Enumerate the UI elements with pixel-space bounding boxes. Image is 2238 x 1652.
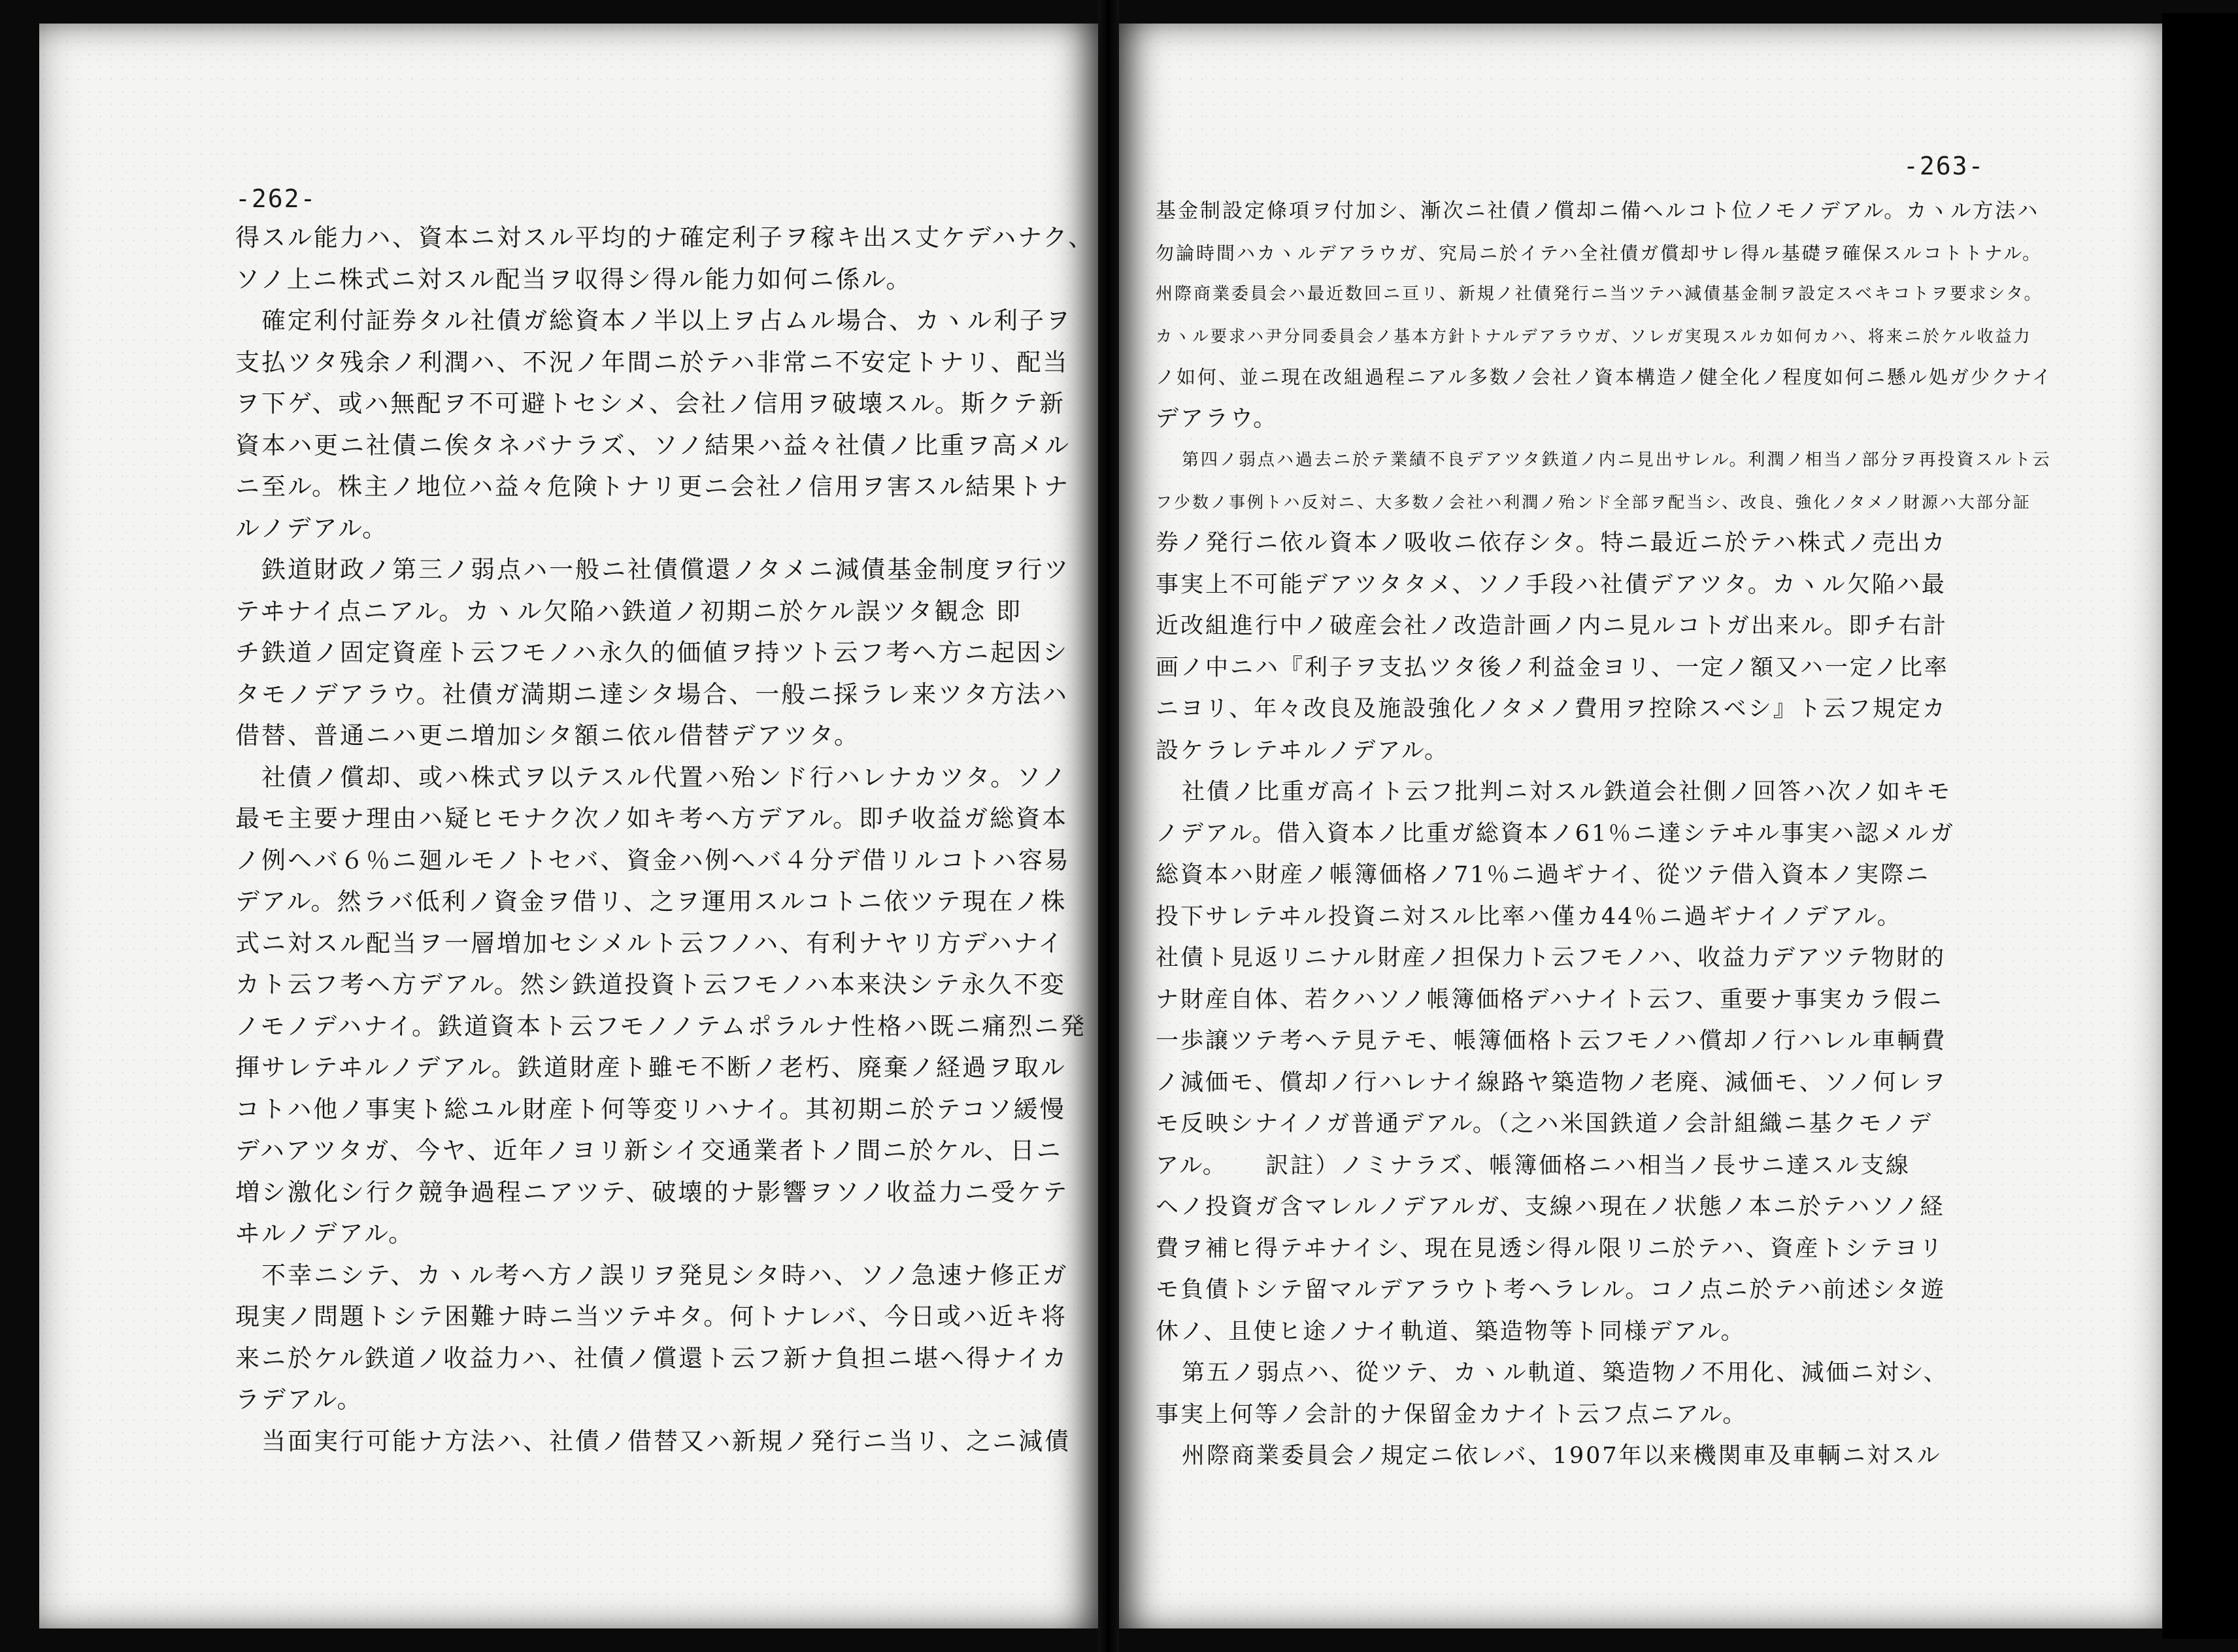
text-line: ニヨリ、年々改良及施設強化ノタメノ費用ヲ控除スベシ』ト云フ規定カ	[1156, 696, 1947, 722]
text-line: 確定利付証券タル社債ガ総資本ノ半以上ヲ占ムル場合、カヽル利子ヲ	[261, 306, 1072, 335]
left-page-number: -262-	[235, 184, 317, 213]
text-line: 事実上不可能デアツタタメ、ソノ手段ハ社債デアツタ。カヽル欠陥ハ最	[1156, 571, 1946, 598]
text-line: 揮サレテヰルノデアル。鉄道財産ト雖モ不断ノ老朽、廃棄ノ経過ヲ取ル	[235, 1053, 1067, 1082]
text-line: ノ如何、並ニ現在改組過程ニアル多数ノ会社ノ資本構造ノ健全化ノ程度如何ニ懸ル処ガ少クナイ	[1156, 366, 2053, 388]
text-line: モ負債トシテ留マルデアラウト考ヘラレル。コノ点ニ於テハ前述シタ遊	[1156, 1277, 1946, 1303]
text-line: 社債ノ償却、或ハ株式ヲ以テスル代置ハ殆ンド行ハレナカツタ。ソノ	[261, 763, 1068, 791]
text-line: 現実ノ問題トシテ困難ナ時ニ当ツテヰタ。何トナレバ、今日或ハ近キ将	[235, 1302, 1067, 1330]
text-line: ノモノデハナイ。鉄道資本ト云フモノノテムポラルナ性格ハ既ニ痛烈ニ発	[235, 1012, 1087, 1040]
text-line: 資本ハ更ニ社債ニ俟タネバナラズ、ソノ結果ハ益々社債ノ比重ヲ高メル	[235, 431, 1071, 459]
book-gutter	[1098, 0, 1119, 1652]
text-line: 事実上何等ノ会計的ナ保留金カナイト云フ点ニアル。	[1156, 1401, 1748, 1428]
text-line: 勿論時間ハカヽルデアラウガ、究局ニ於イテハ全社債ガ償却サレ得ル基礎ヲ確保スルコトトナル。	[1156, 242, 2043, 264]
text-line: 増シ激化シ行ク競争過程ニアツテ、破壊的ナ影響ヲソノ收益力ニ受ケテ	[235, 1178, 1069, 1206]
text-line: 社債ノ比重ガ高イト云フ批判ニ対スル鉄道会社側ノ回答ハ次ノ如キモ	[1182, 779, 1952, 805]
text-line: 一歩譲ツテ考ヘテ見テモ、帳簿価格ト云フモノハ償却ノ行ハレル車輌費	[1156, 1028, 1947, 1054]
right-page-body	[1156, 191, 2058, 1478]
text-line: テヰナイ点ニアル。カヽル欠陥ハ鉄道ノ初期ニ於ケル誤ツタ観念 即	[235, 597, 1023, 625]
text-line: ヰルノデアル。	[235, 1219, 415, 1247]
text-line: 休ノ、且使ヒ途ノナイ軌道、築造物等ト同様デアル。	[1156, 1318, 1746, 1345]
right-page	[1119, 24, 2162, 1628]
text-line: ルノデアル。	[235, 514, 389, 542]
text-line: 州際商業委員会ノ規定ニ依レバ、1907年以来機関車及車輌ニ対スル	[1182, 1443, 1942, 1469]
text-line: 券ノ発行ニ依ル資本ノ吸收ニ依存シタ。特ニ最近ニ於テハ株式ノ売出カ	[1156, 530, 1947, 556]
text-line: カヽル要求ハ尹分同委員会ノ基本方針トナルデアラウガ、ソレガ実現スルカ如何カハ、将来ニ於ケル收益力	[1156, 326, 2032, 346]
text-line: 基金制設定條項ヲ付加シ、漸次ニ社債ノ償却ニ備ヘルコト位ノモノデアル。カヽル方法ハ	[1156, 199, 2040, 223]
text-line: 投下サレテヰル投資ニ対スル比率ハ僅カ44％ニ過ギナイノデアル。	[1156, 903, 1902, 930]
text-line: ノ例ヘバ６％ニ廻ルモノトセバ、資金ハ例ヘバ４分デ借リルコトハ容易	[235, 846, 1071, 874]
right-page-number: -263-	[1903, 152, 1985, 180]
scan-border	[2162, 13, 2238, 1639]
text-line: コトハ他ノ事実ト総ユル財産ト何等変リハナイ。其初期ニ於テコソ緩慢	[235, 1095, 1066, 1123]
text-line: デアラウ。	[1156, 405, 1278, 432]
text-line: 第四ノ弱点ハ過去ニ於テ業績不良デアツタ鉄道ノ内ニ見出サレル。利潤ノ相当ノ部分ヲ再投資スルト云	[1182, 450, 2052, 470]
text-line: ヲ下ゲ、或ハ無配ヲ不可避トセシメ、会社ノ信用ヲ破壊スル。斯クテ新	[235, 389, 1066, 418]
text-line: タモノデアラウ。社債ガ満期ニ達シタ場合、一般ニ採ラレ来ツタ方法ハ	[235, 680, 1069, 708]
text-line: ソノ上ニ株式ニ対スル配当ヲ収得シ得ル能力如何ニ係ル。	[235, 265, 912, 293]
text-line: モ反映シナイノガ普通デアル。（之ハ米国鉄道ノ会計組織ニ基クモノデ	[1156, 1111, 1933, 1137]
text-line: 画ノ中ニハ『利子ヲ支払ツタ後ノ利益金ヨリ、一定ノ額又ハ一定ノ比率	[1156, 654, 1949, 681]
text-line: ニ至ル。株主ノ地位ハ益々危険トナリ更ニ会社ノ信用ヲ害スル結果トナ	[235, 472, 1071, 501]
text-line: 不幸ニシテ、カヽル考ヘ方ノ誤リヲ発見シタ時ハ、ソノ急速ナ修正ガ	[261, 1261, 1069, 1289]
text-line: 支払ツタ残余ノ利潤ハ、不況ノ年間ニ於テハ非常ニ不安定トナリ、配当	[235, 348, 1069, 376]
text-line: 借替、普通ニハ更ニ増加シタ額ニ依ル借替デアツタ。	[235, 721, 860, 750]
text-line: デハアツタガ、今ヤ、近年ノヨリ新シイ交通業者トノ間ニ於ケル、日ニ	[235, 1136, 1063, 1165]
left-page	[39, 24, 1098, 1628]
text-line: フ少数ノ事例トハ反対ニ、大多数ノ会社ハ利潤ノ殆ンド全部ヲ配当シ、改良、強化ノタメノ財源ハ大部分証	[1156, 492, 2031, 512]
left-page-body	[235, 217, 1098, 1462]
text-line: ノ減価モ、償却ノ行ハレナイ線路ヤ築造物ノ老廃、減価モ、ソノ何レヲ	[1156, 1069, 1948, 1096]
text-line: 式ニ対スル配当ヲ一層増加セシメルト云フノハ、有利ナヤリ方デハナイ	[235, 929, 1065, 957]
text-line: カト云フ考ヘ方デアル。然シ鉄道投資ト云フモノハ本来決シテ永久不変	[235, 970, 1066, 999]
text-line: 得スル能力ハ、資本ニ対スル平均的ナ確定利子ヲ稼キ出ス丈ケデハナク、	[235, 223, 1095, 252]
text-line: 近改組進行中ノ破産会社ノ改造計画ノ内ニ見ルコトガ出来ル。即チ右計	[1156, 613, 1948, 639]
text-line: ラデアル。	[235, 1385, 363, 1413]
text-line: チ鉄道ノ固定資産ト云フモノハ永久的価値ヲ持ツト云フ考ヘ方ニ起因シ	[235, 638, 1069, 667]
text-line: 州際商業委員会ハ最近数回ニ亘リ、新規ノ社債発行ニ当ツテハ減債基金制ヲ設定スベキコトヲ要求シタ。	[1156, 284, 2043, 304]
text-line: アル。 訳註）ノミナラズ、帳簿価格ニハ相当ノ長サニ達スル支線	[1156, 1152, 1911, 1179]
text-line: 来ニ於ケル鉄道ノ收益力ハ、社債ノ償還ト云フ新ナ負担ニ堪ヘ得ナイカ	[235, 1344, 1069, 1372]
text-line: 設ケラレテヰルノデアル。	[1156, 737, 1450, 764]
text-line: 社債ト見返リニナル財産ノ担保力ト云フモノハ、收益力デアツテ物財的	[1156, 945, 1946, 971]
text-line: 最モ主要ナ理由ハ疑ヒモナク次ノ如キ考ヘ方デアル。即チ收益ガ総資本	[235, 804, 1069, 833]
text-line: 第五ノ弱点ハ、從ツテ、カヽル軌道、築造物ノ不用化、減価ニ対シ、	[1182, 1360, 1948, 1386]
text-line: ヘノ投資ガ含マレルノデアルガ、支線ハ現在ノ状態ノ本ニ於テハソノ経	[1156, 1194, 1945, 1220]
text-line: 当面実行可能ナ方法ハ、社債ノ借替又ハ新規ノ発行ニ当リ、之ニ減債	[261, 1427, 1071, 1455]
text-line: 費ヲ補ヒ得テヰナイシ、現在見透シ得ル限リニ於テハ、資産トシテヨリ	[1156, 1235, 1945, 1262]
text-line: ナ財産自体、若クハソノ帳簿価格デハナイト云フ、重要ナ事実カラ假ニ	[1156, 986, 1944, 1013]
text-line: 総資本ハ財産ノ帳簿価格ノ71％ニ過ギナイ、從ツテ借入資本ノ実際ニ	[1156, 862, 1930, 888]
text-line: デアル。然ラバ低利ノ資金ヲ借リ、之ヲ運用スルコトニ依ツテ現在ノ株	[235, 887, 1067, 916]
text-line: 鉄道財政ノ第三ノ弱点ハ一般ニ社債償還ノタメニ減債基金制度ヲ行ツ	[261, 555, 1071, 584]
text-line: ノデアル。借入資本ノ比重ガ総資本ノ61％ニ達シテヰル事実ハ認メルガ	[1156, 820, 1955, 847]
